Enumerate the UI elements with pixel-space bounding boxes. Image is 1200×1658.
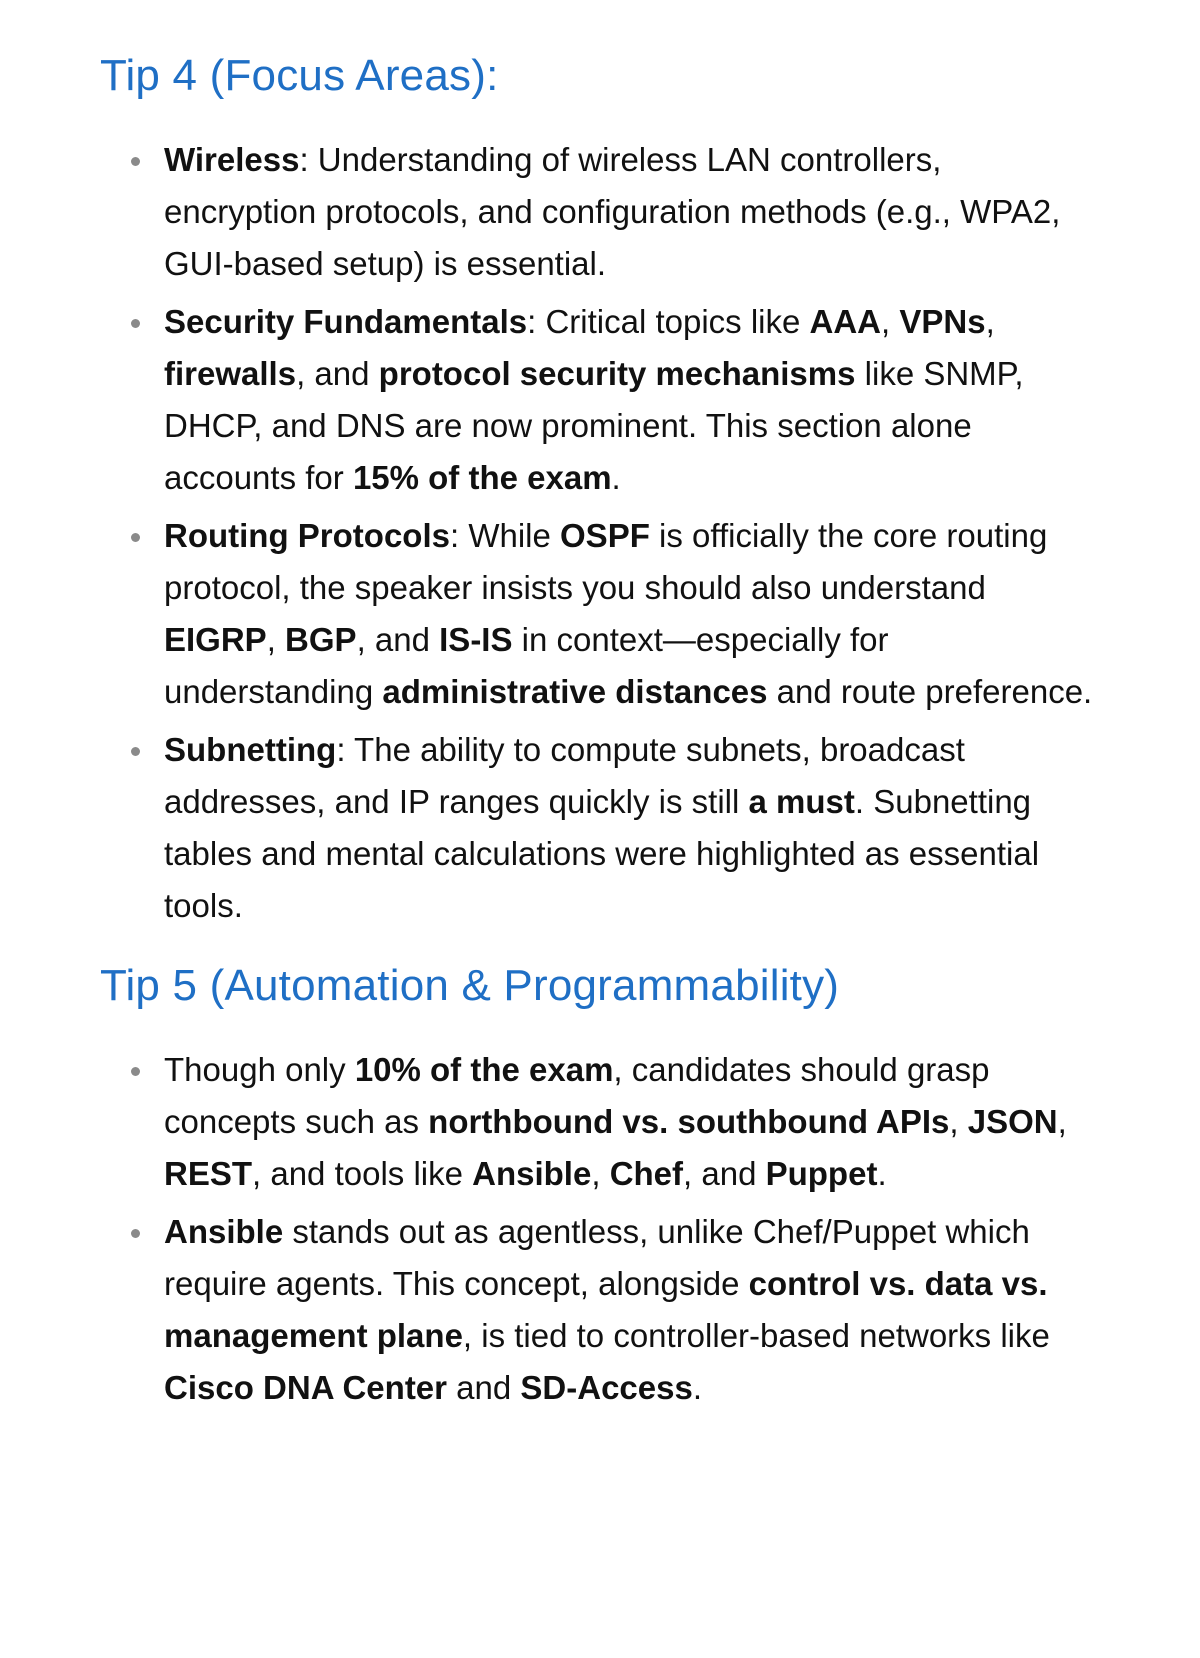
bold-text: Ansible xyxy=(164,1213,284,1250)
body-text: , xyxy=(881,303,900,340)
body-text: , and xyxy=(356,621,440,658)
bold-text: JSON xyxy=(967,1103,1058,1140)
bold-text: administrative distances xyxy=(382,673,768,710)
body-text: : While xyxy=(449,517,561,554)
bold-text: SD-Access xyxy=(520,1369,693,1406)
body-text: Though only xyxy=(164,1051,355,1088)
body-text: . xyxy=(692,1369,703,1406)
bold-text: Routing Protocols xyxy=(164,517,450,554)
body-text: in context—especially for understanding xyxy=(164,621,889,710)
body-text: . Subnetting tables and mental calculations were highlighted as essential tools. xyxy=(164,783,1040,924)
tip4-heading: Tip 4 (Focus Areas): xyxy=(100,51,499,100)
body-text: and xyxy=(447,1369,521,1406)
tip5-section xyxy=(100,950,1100,1414)
body-text: , candidates should grasp concepts such as xyxy=(164,1051,990,1140)
bold-text: protocol security mechanisms xyxy=(378,355,856,392)
bold-text: Cisco DNA Center xyxy=(164,1369,447,1406)
body-text: , and xyxy=(296,355,379,392)
bold-text: Puppet xyxy=(765,1155,878,1192)
bold-text: EIGRP xyxy=(164,621,267,658)
body-text: like SNMP, DHCP, and DNS are now prominent. This section alone accounts for xyxy=(164,355,1024,496)
bold-text: REST xyxy=(164,1155,253,1192)
bold-text: control vs. data vs. management plane xyxy=(164,1265,1048,1354)
bold-text: AAA xyxy=(809,303,882,340)
bold-text: BGP xyxy=(285,621,357,658)
bold-text: 10% of the exam xyxy=(354,1051,614,1088)
bold-text: Chef xyxy=(609,1155,684,1192)
body-text: . xyxy=(611,459,621,496)
bold-text: firewalls xyxy=(164,355,297,392)
list-item xyxy=(164,1206,1100,1414)
body-text: , xyxy=(591,1155,610,1192)
tip5-list xyxy=(100,1044,1100,1414)
body-text: , and tools like xyxy=(252,1155,473,1192)
body-text: : The ability to compute subnets, broadcast addresses, and IP ranges quickly is still xyxy=(164,731,965,820)
tip4-list xyxy=(100,134,1100,932)
tip4-section xyxy=(100,40,1100,932)
bold-text: Security Fundamentals xyxy=(164,303,528,340)
body-text: , xyxy=(949,1103,968,1140)
body-text: , xyxy=(1057,1103,1067,1140)
body-text: , xyxy=(985,303,995,340)
body-text: : Critical topics like xyxy=(527,303,810,340)
bold-text: VPNs xyxy=(899,303,986,340)
list-item xyxy=(164,296,1100,504)
bold-text: 15% of the exam xyxy=(352,459,612,496)
body-text: and route preference. xyxy=(767,673,1093,710)
list-item xyxy=(164,510,1100,718)
bold-text: Ansible xyxy=(472,1155,592,1192)
list-item xyxy=(164,724,1100,932)
body-text: , xyxy=(266,621,286,658)
bold-text: Wireless xyxy=(164,141,300,178)
bold-text: Subnetting xyxy=(164,731,337,768)
bold-text: a must xyxy=(748,783,855,820)
body-text: . xyxy=(877,1155,887,1192)
body-text: : Understanding of wireless LAN controllers, encryption protocols, and configuration methods (e.g., WPA2, GUI-based setup) is essential. xyxy=(164,141,1061,282)
body-text: , and xyxy=(683,1155,766,1192)
tip5-heading: Tip 5 (Automation & Programmability) xyxy=(100,961,840,1010)
bold-text: northbound vs. southbound APIs xyxy=(428,1103,950,1140)
body-text: is officially the core routing protocol, the speaker insists you should also understand xyxy=(164,517,1048,606)
body-text: stands out as agentless, unlike Chef/Puppet which require agents. This concept, alongside xyxy=(164,1213,1030,1302)
list-item xyxy=(164,1044,1100,1200)
list-item xyxy=(164,134,1100,290)
bold-text: IS-IS xyxy=(439,621,513,658)
body-text: , is tied to controller-based networks like xyxy=(462,1317,1050,1354)
bold-text: OSPF xyxy=(560,517,650,554)
